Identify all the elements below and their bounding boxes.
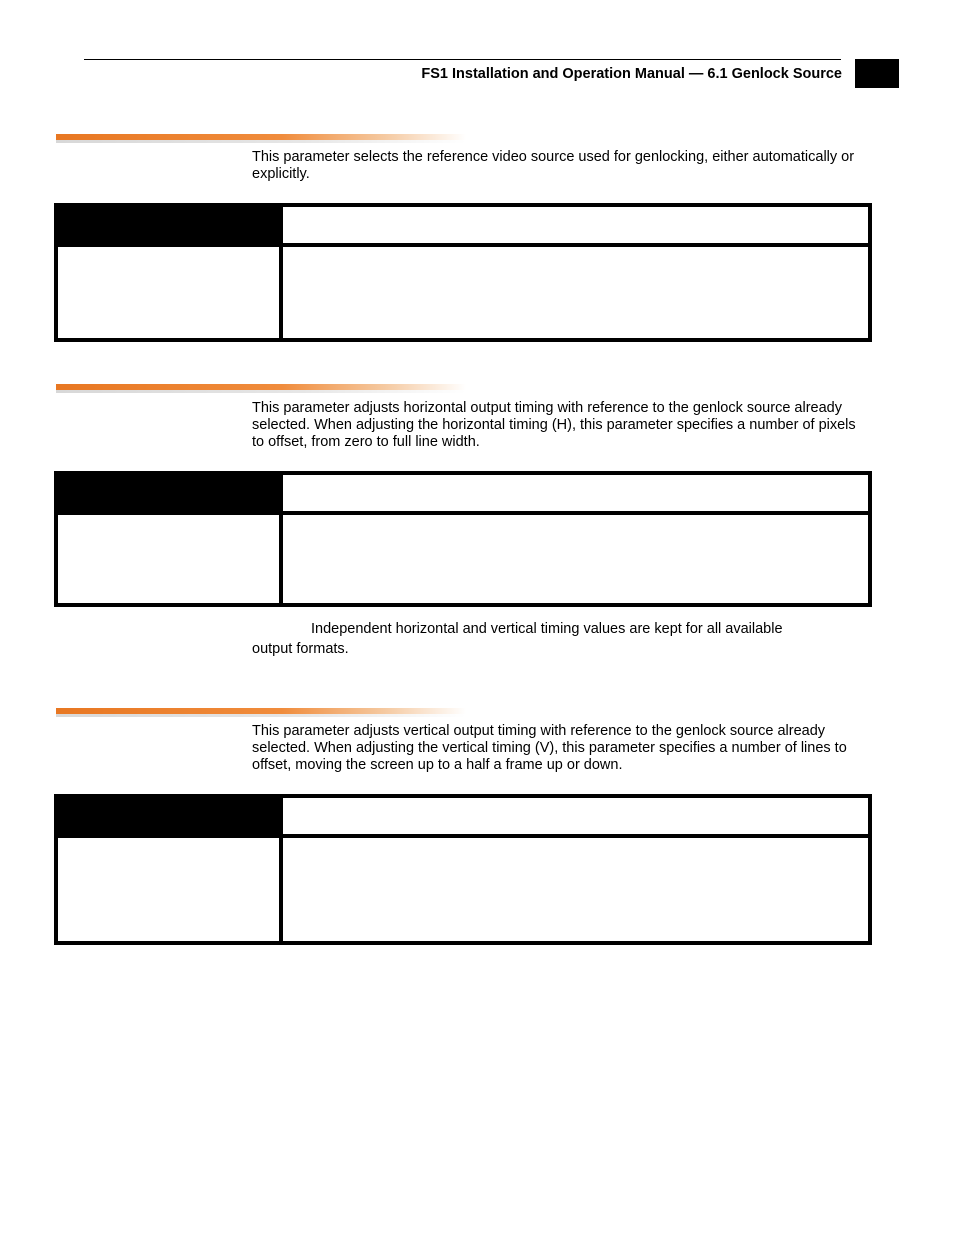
page-header-title: FS1 Installation and Operation Manual — 6.1 Genlock Source	[421, 66, 842, 82]
horizontal-timing-description: This parameter adjusts horizontal output timing with reference to the genlock source already selected. When adjusting the horizontal timing (H), this parameter specifies a number of pixels to offset, from zero to full line width.	[252, 400, 856, 450]
table-cell-left	[58, 838, 279, 945]
table-cell-left	[58, 515, 279, 607]
timing-note	[252, 619, 862, 659]
table-header-row	[58, 207, 868, 247]
table-row	[58, 515, 868, 607]
table-header-cell-right	[279, 475, 868, 511]
table-header-cell-left	[58, 207, 279, 243]
section-divider-vertical-timing	[56, 708, 466, 714]
table-header-cell-right	[279, 207, 868, 243]
table-header-row	[58, 798, 868, 838]
table-header-cell-left	[58, 475, 279, 511]
section-divider-genlock-source	[56, 134, 466, 140]
vertical-timing-parameter-table	[54, 794, 872, 945]
page-number-tab	[855, 59, 899, 88]
genlock-source-parameter-table	[54, 203, 872, 342]
table-header-cell-left	[58, 798, 279, 834]
table-cell-right	[279, 247, 868, 342]
table-cell-left	[58, 247, 279, 342]
genlock-source-description: This parameter selects the reference video source used for genlocking, either automatically or explicitly.	[252, 149, 855, 182]
section-divider-horizontal-timing	[56, 384, 466, 390]
vertical-timing-description: This parameter adjusts vertical output timing with reference to the genlock source already selected. When adjusting the vertical timing (V), this parameter specifies a number of lines to offset, moving the screen up to a half a frame up or down.	[252, 723, 847, 773]
table-cell-right	[279, 838, 868, 945]
header-rule	[84, 59, 841, 60]
table-header-cell-right	[279, 798, 868, 834]
table-header-row	[58, 475, 868, 515]
table-row	[58, 838, 868, 945]
horizontal-timing-parameter-table	[54, 471, 872, 607]
timing-note-line-2: output formats.	[252, 641, 349, 657]
table-cell-right	[279, 515, 868, 607]
table-row	[58, 247, 868, 342]
timing-note-line-1: Independent horizontal and vertical timing values are kept for all available	[311, 621, 783, 637]
